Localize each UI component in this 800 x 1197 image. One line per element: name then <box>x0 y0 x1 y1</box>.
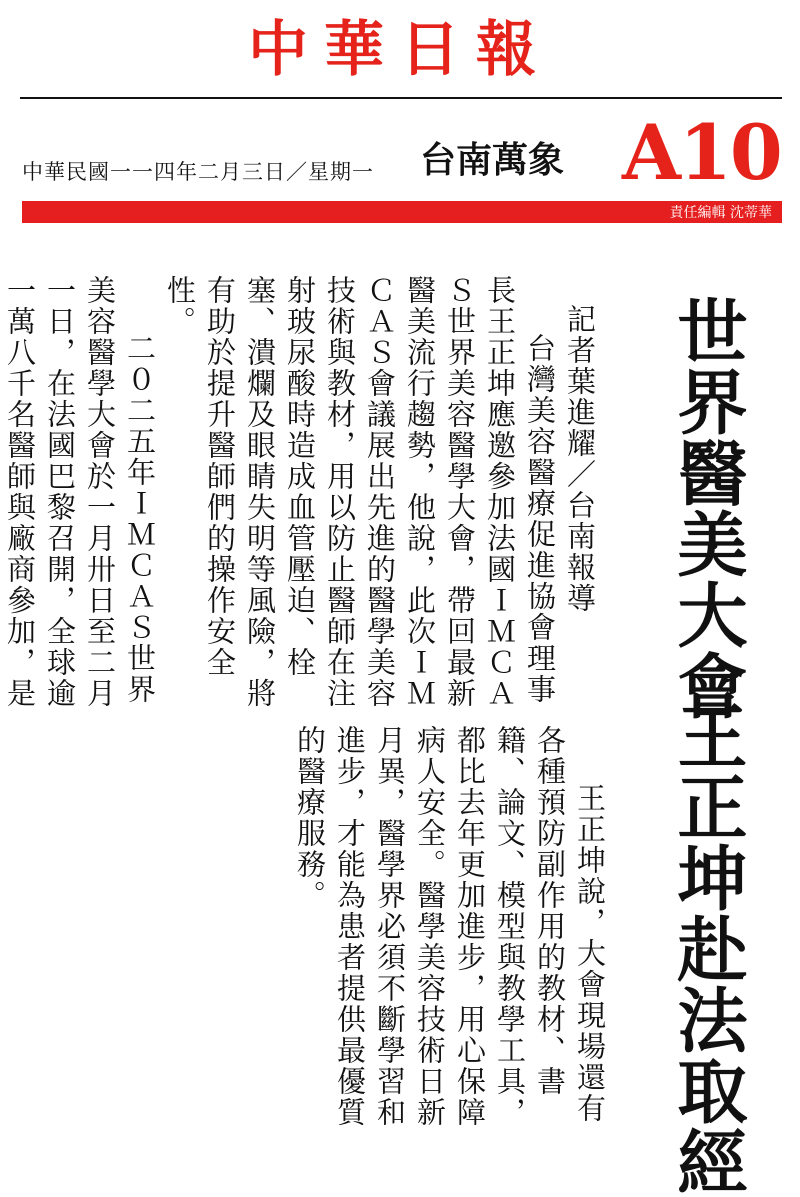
headline-sub: 王正坤赴法取經 <box>666 700 748 1197</box>
editor-credit: 責任編輯 沈蒂華 <box>664 204 778 222</box>
headline-main: 世界醫美大會 <box>666 295 748 721</box>
masthead-divider <box>20 97 782 99</box>
article-body-lower <box>110 725 610 1150</box>
publication-date: 中華民國一一四年二月三日／星期一 <box>22 160 374 184</box>
article-paragraph-1: 台灣美容醫療促進協會理事長王正坤應邀參加法國ＩＭＣＡＳ世界美容醫學大會，帶回最新醫美流行趨勢，他說，此次ＩＭＣＡＳ會議展出先進的醫學美容技術與教材，用以防止醫師在注射玻尿酸時造成血管壓迫、栓塞、潰爛及眼睛失明等風險，將有助於提升醫師們的操作安全性。 <box>163 275 557 709</box>
article-paragraph-2: 二０二五年ＩＭＣＡＳ世界美容醫學大會於一月卅日至二月一日，在法國巴黎召開，全球逾一萬八千名醫師與廠商參加，是 <box>3 275 157 709</box>
article-byline: 記者葉進耀／台南報導 <box>563 304 597 614</box>
section-title: 台南萬象 <box>420 140 565 181</box>
newspaper-masthead: 中華日報 <box>248 15 552 85</box>
article-body-upper <box>3 275 600 715</box>
article-paragraph-4: 王正坤說，大會現場還有各種預防副作用的教材、書籍、論文、模型與教學工具，都比去年更加進步，用心保障病人安全。醫學美容技術日新月異，醫學界必須不斷學習和進步，才能為患者提供最優質的醫療服務。 <box>293 725 607 1128</box>
page-number: A10 <box>622 108 781 197</box>
